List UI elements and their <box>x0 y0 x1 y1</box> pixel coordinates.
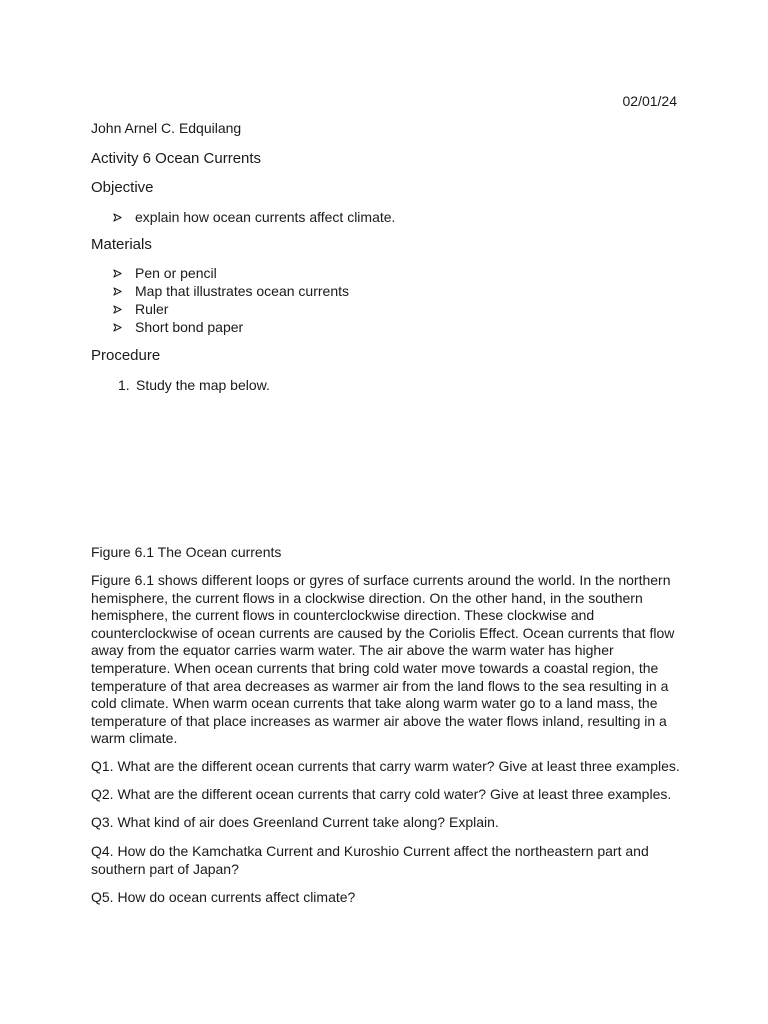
figure-description <box>91 572 691 748</box>
question-1 <box>91 758 680 776</box>
paragraph-line: counterclockwise of ocean currents are caused by the Coriolis Effect. Ocean currents that flow <box>91 624 675 641</box>
list-item <box>113 318 349 336</box>
paragraph-line: Figure 6.1 shows different loops or gyres of surface currents around the world. In the northern <box>91 572 671 588</box>
list-item <box>113 282 349 300</box>
arrowhead-bullet-icon <box>113 305 122 314</box>
paragraph-line: cold climate. When warm ocean currents that take along warm water go to a land mass, the <box>91 695 658 712</box>
question-line: Q2. What are the different ocean currents that carry cold water? Give at least three examples. <box>91 786 672 802</box>
materials-list <box>113 264 349 336</box>
list-item-text: Short bond paper <box>135 319 244 335</box>
paragraph-line: warm climate. <box>91 730 178 747</box>
arrowhead-bullet-icon <box>113 323 122 332</box>
question-line: Q1. What are the different ocean currents that carry warm water? Give at least three examples. <box>91 758 680 774</box>
materials-heading: Materials <box>91 236 152 253</box>
question-2 <box>91 786 671 804</box>
list-item <box>113 300 349 318</box>
paragraph-line: hemisphere, the current flows in a clockwise direction. On the other hand, in the southern <box>91 589 643 606</box>
list-item-text: explain how ocean currents affect climate. <box>135 209 396 225</box>
figure-caption: Figure 6.1 The Ocean currents <box>91 544 282 560</box>
paragraph-line: temperature of that area decreases as warmer air from the land flows to the sea resulting in a <box>91 677 669 694</box>
procedure-steps <box>118 376 270 394</box>
question-line: Q3. What kind of air does Greenland Current take along? Explain. <box>91 814 499 830</box>
step-number: 1. <box>118 377 130 393</box>
paragraph-line: temperature. When ocean currents that bring cold water move towards a coastal region, the <box>91 659 659 676</box>
question-line: Q5. How do ocean currents affect climate? <box>91 889 356 905</box>
paragraph-line: temperature of that place increases as warmer air above the water flows inland, resulting in a <box>91 712 667 729</box>
question-line: southern part of Japan? <box>91 860 239 877</box>
arrowhead-bullet-icon <box>113 269 122 278</box>
date: 02/01/24 <box>622 93 677 109</box>
step-text: Study the map below. <box>136 377 270 393</box>
activity-title: Activity 6 Ocean Currents <box>91 150 262 167</box>
list-item-text: Ruler <box>135 301 169 317</box>
paragraph-line: away from the equator carries warm water. The air above the warm water has higher <box>91 642 614 659</box>
objective-heading: Objective <box>91 179 154 196</box>
list-item-text: Pen or pencil <box>135 265 217 281</box>
arrowhead-bullet-icon <box>113 287 122 296</box>
list-item <box>118 376 270 394</box>
author-name: John Arnel C. Edquilang <box>91 120 242 136</box>
list-item <box>113 264 349 282</box>
question-line: Q4. How do the Kamchatka Current and Kuroshio Current affect the northeastern part and <box>91 843 649 859</box>
question-3 <box>91 814 499 832</box>
procedure-heading: Procedure <box>91 347 161 364</box>
question-4 <box>91 843 649 878</box>
list-item-text: Map that illustrates ocean currents <box>135 283 349 299</box>
list-item <box>113 208 395 226</box>
arrowhead-bullet-icon <box>113 213 122 222</box>
paragraph-line: hemisphere, the current flows in counterclockwise direction. These clockwise and <box>91 607 595 624</box>
question-5 <box>91 889 355 907</box>
objective-list <box>113 208 395 226</box>
